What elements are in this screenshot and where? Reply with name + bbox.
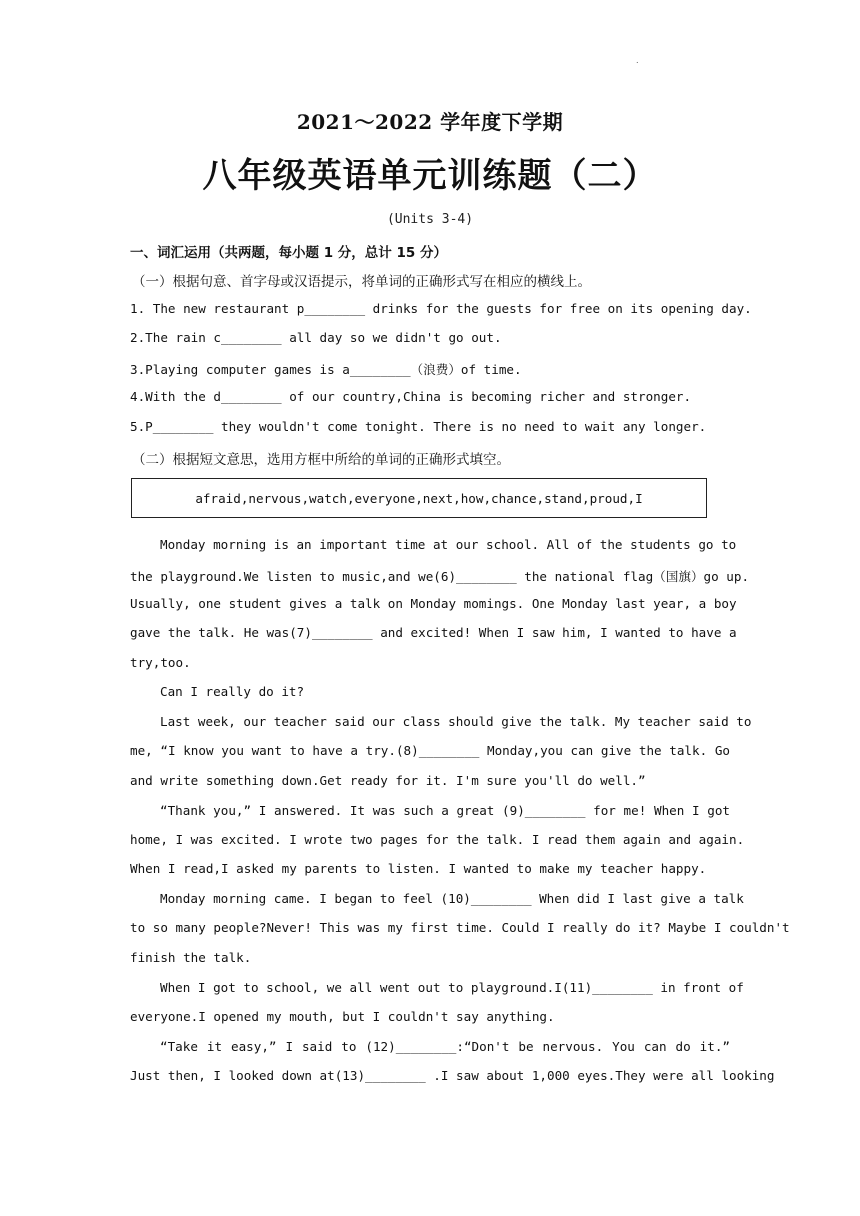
passage-line: finish the talk. [130,950,252,965]
question-3: 3.Playing computer games is a________（浪费）of time. [130,362,522,377]
passage-line: Can I really do it? [160,684,305,699]
section-1-title: 一、词汇运用（共两题，每小题 1 分，总计 15 分） [130,245,447,261]
word-bank-text: afraid,nervous,watch,everyone,next,how,chance,stand,proud,I [195,490,643,506]
passage-line: Monday morning is an important time at our school. All of the students go to [160,537,737,552]
units-subtitle: (Units 3-4) [386,212,474,227]
exam-title: 八年级英语单元训练题（二） [202,156,658,196]
passage-line: Monday morning came. I began to feel (10)________ When did I last give a talk [160,891,744,906]
passage-line: Usually, one student gives a talk on Monday momings. One Monday last year, a boy [130,596,737,611]
passage-line: me, “I know you want to have a try.(8)________ Monday,you can give the talk. Go [130,743,730,758]
school-year-title: 2021～2022 学年度下学期 [296,110,564,134]
passage-line: When I read,I asked my parents to listen. I wanted to make my teacher happy. [130,861,707,876]
passage-line: “Take it easy,” I said to (12)________:“Don't be nervous. You can do it.” [160,1039,730,1054]
part-1-instruction: （一）根据句意、首字母或汉语提示，将单词的正确形式写在相应的横线上。 [132,274,591,290]
passage-line: and write something down.Get ready for it. I'm sure you'll do well.” [130,773,646,788]
passage-line: Last week, our teacher said our class should give the talk. My teacher said to [160,714,752,729]
part-2-instruction: （二）根据短文意思，选用方框中所给的单词的正确形式填空。 [132,452,510,468]
question-5: 5.P________ they wouldn't come tonight. There is no need to wait any longer. [130,419,707,434]
passage-line: try,too. [130,655,191,670]
passage-line: to so many people?Never! This was my first time. Could I really do it? Maybe I couldn't [130,920,790,935]
passage-line: When I got to school, we all went out to playground.I(11)________ in front of [160,980,744,995]
passage-line: Just then, I looked down at(13)________ .I saw about 1,000 eyes.They were all looking [130,1068,775,1083]
question-2: 2.The rain c________ all day so we didn't go out. [130,330,502,345]
word-bank-box [131,478,707,518]
question-4: 4.With the d________ of our country,China is becoming richer and stronger. [130,389,692,404]
passage-line: home, I was excited. I wrote two pages for the talk. I read them again and again. [130,832,745,847]
passage-line: “Thank you,” I answered. It was such a great (9)________ for me! When I got [160,803,730,818]
passage-line: everyone.I opened my mouth, but I couldn't say anything. [130,1009,555,1024]
passage-line: the playground.We listen to music,and we(6)________ the national flag（国旗）go up. [130,569,750,584]
corner-dot: . [636,56,639,65]
passage-line: gave the talk. He was(7)________ and excited! When I saw him, I wanted to have a [130,625,737,640]
question-1: 1. The new restaurant p________ drinks for the guests for free on its opening day. [130,301,752,316]
